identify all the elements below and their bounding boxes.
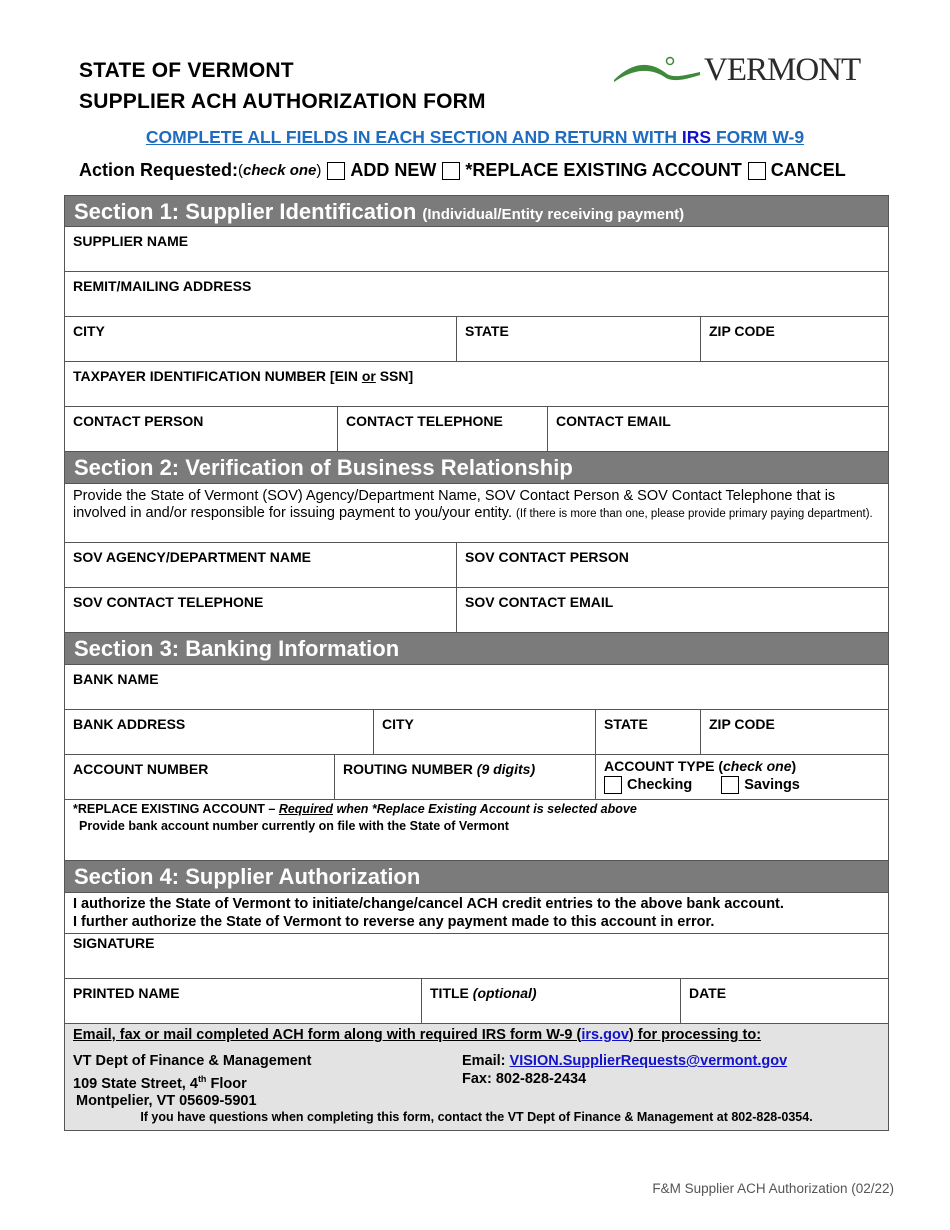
cancel-checkbox[interactable] xyxy=(748,162,766,180)
sov-agency-field[interactable]: SOV AGENCY/DEPARTMENT NAME xyxy=(73,549,312,565)
date-field[interactable]: DATE xyxy=(680,979,888,1023)
title-field[interactable]: TITLE (optional) xyxy=(421,979,680,1023)
checking-checkbox[interactable] xyxy=(604,776,622,794)
section-1-header: Section 1: Supplier Identification (Individual/Entity receiving payment) xyxy=(64,195,889,227)
questions-contact: If you have questions when completing this form, contact the VT Dept of Finance & Management at 802-828-0354. xyxy=(140,1110,813,1124)
routing-number-field[interactable]: ROUTING NUMBER (9 digits) xyxy=(334,755,595,799)
form-code: F&M Supplier ACH Authorization (02/22) xyxy=(652,1181,894,1196)
logo-text: VERMONT xyxy=(704,52,861,88)
ach-form xyxy=(64,195,889,1131)
remit-address-field[interactable]: REMIT/MAILING ADDRESS xyxy=(73,278,252,294)
supplier-requests-email-link[interactable]: VISION.SupplierRequests@vermont.gov xyxy=(509,1053,788,1069)
replace-existing-account-field[interactable]: *REPLACE EXISTING ACCOUNT – Required when *Replace Existing Account is selected above Provide bank account number currently on file with the State of Vermont xyxy=(73,802,637,833)
title-line-2: SUPPLIER ACH AUTHORIZATION FORM xyxy=(79,90,486,113)
contact-phone-field[interactable]: CONTACT TELEPHONE xyxy=(337,407,547,451)
submission-info xyxy=(64,1024,889,1131)
tin-field[interactable]: TAXPAYER IDENTIFICATION NUMBER [EIN or SSN] xyxy=(73,368,414,384)
bank-state-field[interactable]: STATE xyxy=(595,710,700,754)
section-4-header: Section 4: Supplier Authorization xyxy=(64,861,889,893)
bank-name-field[interactable]: BANK NAME xyxy=(73,671,159,687)
section-2-note: Provide the State of Vermont (SOV) Agency/Department Name, SOV Contact Person & SOV Contact Telephone that is involved in and/or responsible for issuing payment to you/your entity. (If there is more than one, please provide primary paying department). xyxy=(64,484,889,543)
section-3-header: Section 3: Banking Information xyxy=(64,633,889,665)
account-number-field[interactable]: ACCOUNT NUMBER xyxy=(73,761,209,777)
email-fax: Email: VISION.SupplierRequests@vermont.gov Fax: 802-828-2434 xyxy=(462,1053,788,1087)
state-field[interactable]: STATE xyxy=(456,317,700,361)
checking-label: Checking xyxy=(627,777,693,793)
savings-label: Savings xyxy=(744,777,800,793)
vermont-logo xyxy=(612,52,862,88)
submission-instruction: Email, fax or mail completed ACH form along with required IRS form W-9 (irs.gov) for processing to: xyxy=(73,1027,762,1043)
printed-name-field[interactable]: PRINTED NAME xyxy=(73,985,180,1001)
bank-zip-field[interactable]: ZIP CODE xyxy=(700,710,888,754)
instruction-banner: COMPLETE ALL FIELDS IN EACH SECTION AND RETURN WITH IRS FORM W-9 xyxy=(145,127,805,147)
vermont-logo-icon xyxy=(612,52,704,88)
replace-existing-checkbox[interactable] xyxy=(442,162,460,180)
irs-link[interactable]: IRS xyxy=(681,127,712,147)
signature-field[interactable]: SIGNATURE xyxy=(73,935,155,951)
section-2-header: Section 2: Verification of Business Relationship xyxy=(64,452,889,484)
supplier-name-field[interactable]: SUPPLIER NAME xyxy=(73,233,189,249)
mailing-address: VT Dept of Finance & Management 109 State Street, 4th Floor Montpelier, VT 05609-5901 xyxy=(73,1053,312,1109)
city-field[interactable]: CITY xyxy=(73,323,105,339)
action-requested: Action Requested: (check one) ADD NEW *REPLACE EXISTING ACCOUNT CANCEL xyxy=(79,160,846,180)
irs-gov-link[interactable]: irs.gov xyxy=(581,1027,629,1043)
sov-contact-phone-field[interactable]: SOV CONTACT TELEPHONE xyxy=(73,594,264,610)
contact-person-field[interactable]: CONTACT PERSON xyxy=(73,413,204,429)
bank-address-field[interactable]: BANK ADDRESS xyxy=(73,716,186,732)
cancel-label: CANCEL xyxy=(770,160,846,180)
sov-contact-person-field[interactable]: SOV CONTACT PERSON xyxy=(456,543,888,587)
account-type-field: ACCOUNT TYPE (check one) Checking Savings xyxy=(595,755,888,799)
contact-email-field[interactable]: CONTACT EMAIL xyxy=(547,407,888,451)
bank-city-field[interactable]: CITY xyxy=(373,710,595,754)
add-new-label: ADD NEW xyxy=(350,160,437,180)
add-new-checkbox[interactable] xyxy=(327,162,345,180)
title-line-1: STATE OF VERMONT xyxy=(79,59,294,82)
sov-contact-email-field[interactable]: SOV CONTACT EMAIL xyxy=(456,588,888,632)
savings-checkbox[interactable] xyxy=(721,776,739,794)
zip-field[interactable]: ZIP CODE xyxy=(700,317,888,361)
authorization-statement: I authorize the State of Vermont to initiate/change/cancel ACH credit entries to the above bank account. I further authorize the State of Vermont to reverse any payment made to this account in error. xyxy=(64,893,889,934)
replace-existing-label: *REPLACE EXISTING ACCOUNT xyxy=(465,160,742,180)
